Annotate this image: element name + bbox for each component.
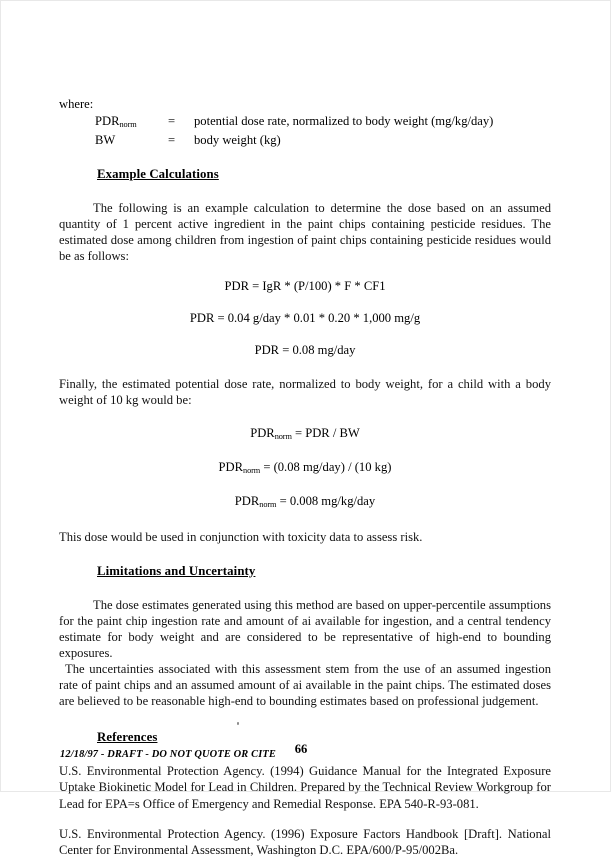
spacer <box>59 579 551 597</box>
equation-pdr-values: PDR = 0.04 g/day * 0.01 * 0.20 * 1,000 mg/g <box>189 311 421 326</box>
spacer <box>59 264 551 278</box>
equation-body: = 0.008 mg/kg/day <box>276 493 376 508</box>
footer-draft-notice: 12/18/97 - DRAFT - DO NOT QUOTE OR CITE <box>60 749 276 760</box>
footer-page-number: 66 <box>294 742 308 756</box>
equation-subscript: norm <box>243 465 261 475</box>
spacer <box>59 326 551 342</box>
spacer <box>59 812 551 826</box>
heading-limitations-and-uncertainty: Limitations and Uncertainty <box>97 563 256 578</box>
spacer <box>59 545 551 563</box>
definition-row <box>95 113 551 132</box>
paragraph-limitations-2: The uncertainties associated with this assessment stem from the use of an assumed ingestion rate of paint chips and an assumed amount of ai available in the paint chips. The estimated doses are believed to be reasonable high-end to bounding estimates based on professional judgement. <box>59 662 551 709</box>
definition-description: body weight (kg) <box>194 132 281 147</box>
heading-references: References <box>97 730 158 745</box>
spacer <box>59 477 551 493</box>
spacer <box>59 182 551 200</box>
paragraph-finally-intro: Finally, the estimated potential dose rate, normalized to body weight, for a child with a body weight of 10 kg would be: <box>59 377 551 408</box>
definition-term-text: BW <box>95 132 116 147</box>
equation-body: = (0.08 mg/day) / (10 kg) <box>260 459 392 474</box>
spacer <box>59 443 551 459</box>
definition-term <box>95 113 168 132</box>
equation-pdr-result: PDR = 0.08 mg/day <box>254 343 356 358</box>
definition-equals: = <box>168 132 176 147</box>
spacer <box>59 709 551 729</box>
definition-description: potential dose rate, normalized to body weight (mg/kg/day) <box>194 114 494 128</box>
spacer <box>59 148 551 166</box>
spacer <box>59 294 551 310</box>
definition-equals: = <box>168 114 176 128</box>
equation-term: PDR <box>234 493 260 508</box>
equation-term: PDR <box>250 425 275 440</box>
equation-subscript: norm <box>259 499 277 509</box>
reference-entry: U.S. Environmental Protection Agency. (1996) Exposure Factors Handbook [Draft]. National Center for Environmental Assessment, Washington D.C. EPA/600/P-95/002Ba. <box>59 826 551 857</box>
paragraph-limitations-1: The dose estimates generated using this method are based on upper-percentile assumptions for the paint chip ingestion rate and amount of ai available for ingestion, and a central tendency estimate for body weight and are considered to be representative of high-end to bounding exposures. <box>59 597 551 660</box>
equation-pdr-formula: PDR = IgR * (P/100) * F * CF1 <box>224 279 386 294</box>
definition-term <box>95 132 168 149</box>
spacer <box>59 409 551 425</box>
paragraph-dose-use: This dose would be used in conjunction with toxicity data to assess risk. <box>59 529 423 544</box>
equation-subscript: norm <box>274 431 292 441</box>
definition-term-subscript: norm <box>119 120 137 130</box>
equation-pdrnorm-formula <box>59 425 551 443</box>
heading-example-calculations: Example Calculations <box>97 167 219 181</box>
spacer <box>59 511 551 529</box>
where-label: where: <box>59 97 94 111</box>
definition-row <box>95 132 551 149</box>
variable-definition-list <box>95 113 551 148</box>
reference-entry: U.S. Environmental Protection Agency. (1994) Guidance Manual for the Integrated Exposure Uptake Biokinetic Model for Lead in Children. Prepared by the Technical Review Workgroup for Lead for EPA=s Office of Emergency and Remedial Response. EPA 540-R-93-081. <box>59 764 551 811</box>
equation-body: = PDR / BW <box>291 425 360 440</box>
equation-term: PDR <box>218 459 244 474</box>
spacer <box>59 358 551 376</box>
equation-pdrnorm-result <box>59 493 551 511</box>
equation-pdrnorm-values <box>59 459 551 477</box>
paragraph-example-intro: The following is an example calculation to determine the dose based on an assumed quantity of 1 percent active ingredient in the paint chips containing pesticide residues. The estimated dose among children from ingestion of paint chips containing pesticide residues would be as follows: <box>59 201 551 264</box>
scan-artifact-speck <box>237 722 239 725</box>
definition-term-text: PDR <box>95 114 120 128</box>
